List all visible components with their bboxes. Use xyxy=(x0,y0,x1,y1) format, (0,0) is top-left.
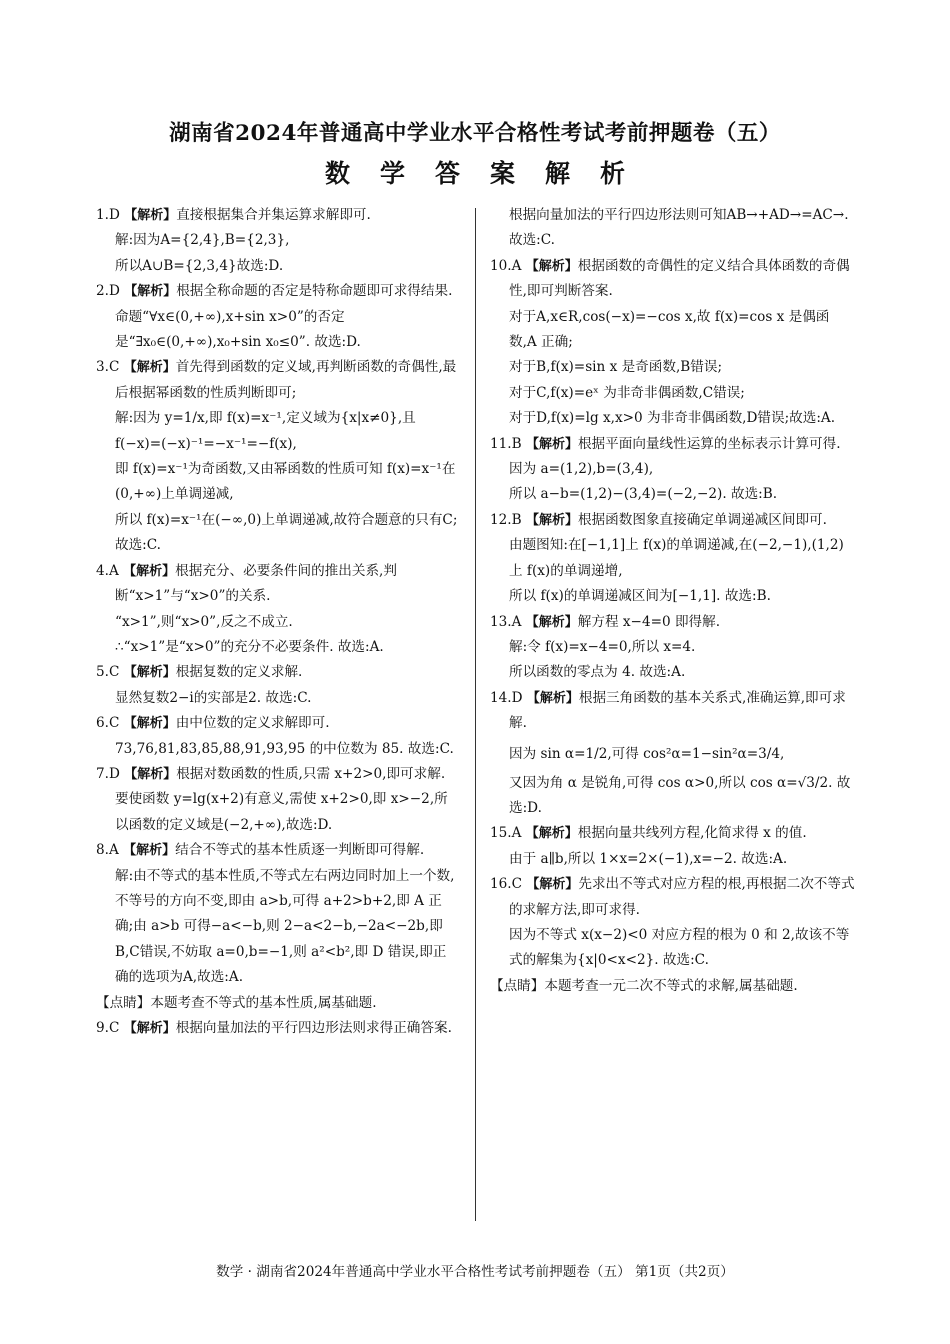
remark-line: 【点睛】本题考查一元二次不等式的求解,属基础题. xyxy=(490,977,798,994)
answer-line: 根据复数的定义求解. xyxy=(175,664,303,681)
answer-16 xyxy=(490,872,856,999)
answer-number: 2.D xyxy=(96,283,120,300)
answer-line: 即 f(x)=x⁻¹为奇函数,又由幂函数的性质可知 f(x)=x⁻¹在(0,+∞)上单调递减, xyxy=(115,461,456,503)
analysis-tag: 【解析】 xyxy=(123,360,176,376)
answer-line: 根据函数图象直接确定单调递减区间即可. xyxy=(577,511,827,528)
answer-line: 直接根据集合并集运算求解即可. xyxy=(176,207,371,223)
column-divider xyxy=(475,208,476,1221)
answer-line: 根据对数函数的性质,只需 x+2>0,即可求解. xyxy=(176,765,446,782)
analysis-tag: 【解析】 xyxy=(124,766,177,782)
page-title: 湖南省2024年普通高中学业水平合格性考试考前押题卷（五） xyxy=(169,121,781,146)
answer-line: 先求出不等式对应方程的根,再根据二次不等式的求解方法,即可求得. xyxy=(509,876,855,918)
answer-number: 3.C xyxy=(96,359,120,376)
answer-line: 对于B,f(x)=sin x 是奇函数,B错误; xyxy=(509,359,723,376)
answer-3 xyxy=(96,355,458,558)
answer-line: 因为不等式 x(x−2)<0 对应方程的根为 0 和 2,故该不等式的解集为{x|0<x<2}. 故选:C. xyxy=(509,926,850,969)
answer-number: 4.A xyxy=(96,562,119,579)
answer-number: 16.C xyxy=(490,876,523,893)
right-column xyxy=(490,203,856,999)
analysis-tag: 【解析】 xyxy=(124,208,177,223)
answer-2 xyxy=(96,279,458,355)
answer-line: 解:令 f(x)=x−4=0,所以 x=4. xyxy=(509,638,696,655)
answer-line: 根据充分、必要条件间的推出关系,判断“x>1”与“x>0”的关系. xyxy=(115,562,397,605)
answer-line: 由于 a∥b,所以 1×x=2×(−1),x=−2. 故选:A. xyxy=(509,850,788,867)
answer-line: 所以A∪B={2,3,4}故选:D. xyxy=(115,257,284,274)
answer-line: 解:由不等式的基本性质,不等式左右两边同时加上一个数,不等号的方向不变,即由 a>b,可得 a+2>b+2,即 A 正确;由 a>b 可得−a<−b,则 2−a<2−b,−2a<−2b,即B,C错误,不妨取 a=0,b=−1,则 a²<b²,即 D 错误,即正确的选项为A,故选:A. xyxy=(115,867,455,986)
answer-line: 因为 a=(1,2),b=(3,4), xyxy=(509,461,654,478)
answer-9-continued xyxy=(490,203,856,254)
answer-line: 根据向量共线列方程,化简求得 x 的值. xyxy=(577,825,807,842)
answer-line: 所以 f(x)=x⁻¹在(−∞,0)上单调递减,故符合题意的只有C;故选:C. xyxy=(115,511,458,554)
analysis-tag: 【解析】 xyxy=(525,614,578,630)
answer-number: 10.A xyxy=(490,257,522,274)
answer-line: 根据向量加法的平行四边形法则求得正确答案. xyxy=(175,1020,452,1036)
answer-line: 对于C,f(x)=eˣ 为非奇非偶函数,C错误; xyxy=(509,384,745,401)
analysis-tag: 【解析】 xyxy=(124,284,177,300)
analysis-tag: 【解析】 xyxy=(123,665,176,681)
answer-number: 9.C xyxy=(96,1020,120,1036)
remark-line: 【点睛】本题考查不等式的基本性质,属基础题. xyxy=(96,994,377,1011)
answer-number: 7.D xyxy=(96,765,120,782)
analysis-tag: 【解析】 xyxy=(526,877,579,893)
analysis-tag: 【解析】 xyxy=(525,826,578,842)
analysis-tag: 【解析】 xyxy=(526,690,579,706)
answer-line: 根据向量加法的平行四边形法则可知AB→+AD→=AC→. 故选:C. xyxy=(509,207,849,249)
answer-10 xyxy=(490,254,856,432)
answer-5 xyxy=(96,660,458,711)
analysis-tag: 【解析】 xyxy=(123,563,176,579)
answer-line: 所以函数的零点为 4. 故选:A. xyxy=(509,664,686,681)
answer-number: 12.B xyxy=(490,511,522,528)
answer-line: 由题图知:在[−1,1]上 f(x)的单调递减,在(−2,−1),(1,2)上 f(x)的单调递增, xyxy=(509,537,844,579)
answer-number: 1.D xyxy=(96,207,120,223)
answer-4 xyxy=(96,559,458,661)
answer-number: 14.D xyxy=(490,689,523,706)
answer-line: 对于A,x∈R,cos(−x)=−cos x,故 f(x)=cos x 是偶函数,A 正确; xyxy=(509,308,830,351)
answer-number: 8.A xyxy=(96,842,119,859)
answer-9 xyxy=(96,1016,458,1041)
answer-7 xyxy=(96,762,458,838)
analysis-tag: 【解析】 xyxy=(123,1021,176,1036)
answer-line: “x>1”,则“x>0”,反之不成立. xyxy=(115,613,293,630)
answer-8 xyxy=(96,838,458,1016)
answer-line: 解:因为 y=1/x,即 f(x)=x⁻¹,定义域为{x|x≠0},且 f(−x)=(−x)⁻¹=−x⁻¹=−f(x), xyxy=(115,410,416,452)
answer-line: 根据函数的奇偶性的定义结合具体函数的奇偶性,即可判断答案. xyxy=(509,257,850,300)
answer-line: 首先得到函数的定义域,再判断函数的奇偶性,最后根据幂函数的性质判断即可; xyxy=(115,359,457,401)
answer-14 xyxy=(490,686,856,822)
analysis-tag: 【解析】 xyxy=(525,436,578,452)
answer-15 xyxy=(490,821,856,872)
answer-number: 5.C xyxy=(96,664,120,681)
answer-line: 所以 a−b=(1,2)−(3,4)=(−2,−2). 故选:B. xyxy=(509,486,778,503)
answer-line: ∴“x>1”是“x>0”的充分不必要条件. 故选:A. xyxy=(115,638,384,655)
answer-number: 15.A xyxy=(490,825,522,842)
answer-13 xyxy=(490,610,856,686)
page-footer: 数学 · 湖南省2024年普通高中学业水平合格性考试考前押题卷（五） 第1页（共2页） xyxy=(216,1264,734,1280)
answer-line: 要使函数 y=lg(x+2)有意义,需使 x+2>0,即 x>−2,所以函数的定义域是(−2,+∞),故选:D. xyxy=(115,791,448,833)
answer-line: 根据全称命题的否定是特称命题即可求得结果. xyxy=(176,283,453,300)
answer-line: 所以 f(x)的单调递减区间为[−1,1]. 故选:B. xyxy=(509,588,771,605)
answer-11 xyxy=(490,432,856,508)
answer-line: 又因为角 α 是锐角,可得 cos α>0,所以 cos α=√3/2. 故选:D. xyxy=(509,774,851,816)
analysis-tag: 【解析】 xyxy=(525,258,578,274)
answer-line: 对于D,f(x)=lg x,x>0 为非奇非偶函数,D错误;故选:A. xyxy=(509,410,836,427)
answer-number: 11.B xyxy=(490,435,522,452)
answer-line: 73,76,81,83,85,88,91,93,95 的中位数为 85. 故选:C. xyxy=(115,740,454,757)
answer-line: 命题“∀x∈(0,+∞),x+sin x>0”的否定是“∃x₀∈(0,+∞),x₀+sin x₀≤0”. 故选:D. xyxy=(115,308,361,351)
page-subtitle: 数学答案解析 xyxy=(324,159,655,188)
answer-line: 解:因为A={2,4},B={2,3}, xyxy=(115,232,290,249)
answer-line: 因为 sin α=1/2,可得 cos²α=1−sin²α=3/4, xyxy=(509,745,785,762)
left-column xyxy=(96,203,458,1041)
analysis-tag: 【解析】 xyxy=(123,716,176,732)
answer-6 xyxy=(96,711,458,762)
answer-line: 显然复数2−i的实部是2. 故选:C. xyxy=(115,689,312,706)
answer-number: 6.C xyxy=(96,715,120,732)
answer-line: 根据平面向量线性运算的坐标表示计算可得. xyxy=(577,435,841,452)
answer-line: 根据三角函数的基本关系式,准确运算,即可求解. xyxy=(509,689,846,732)
answer-line: 解方程 x−4=0 即得解. xyxy=(577,613,721,630)
answer-12 xyxy=(490,508,856,610)
answer-number: 13.A xyxy=(490,613,522,630)
answer-line: 结合不等式的基本性质逐一判断即可得解. xyxy=(175,842,425,859)
answer-line: 由中位数的定义求解即可. xyxy=(175,715,330,732)
analysis-tag: 【解析】 xyxy=(525,512,578,528)
answer-1 xyxy=(96,203,458,279)
analysis-tag: 【解析】 xyxy=(123,843,176,859)
